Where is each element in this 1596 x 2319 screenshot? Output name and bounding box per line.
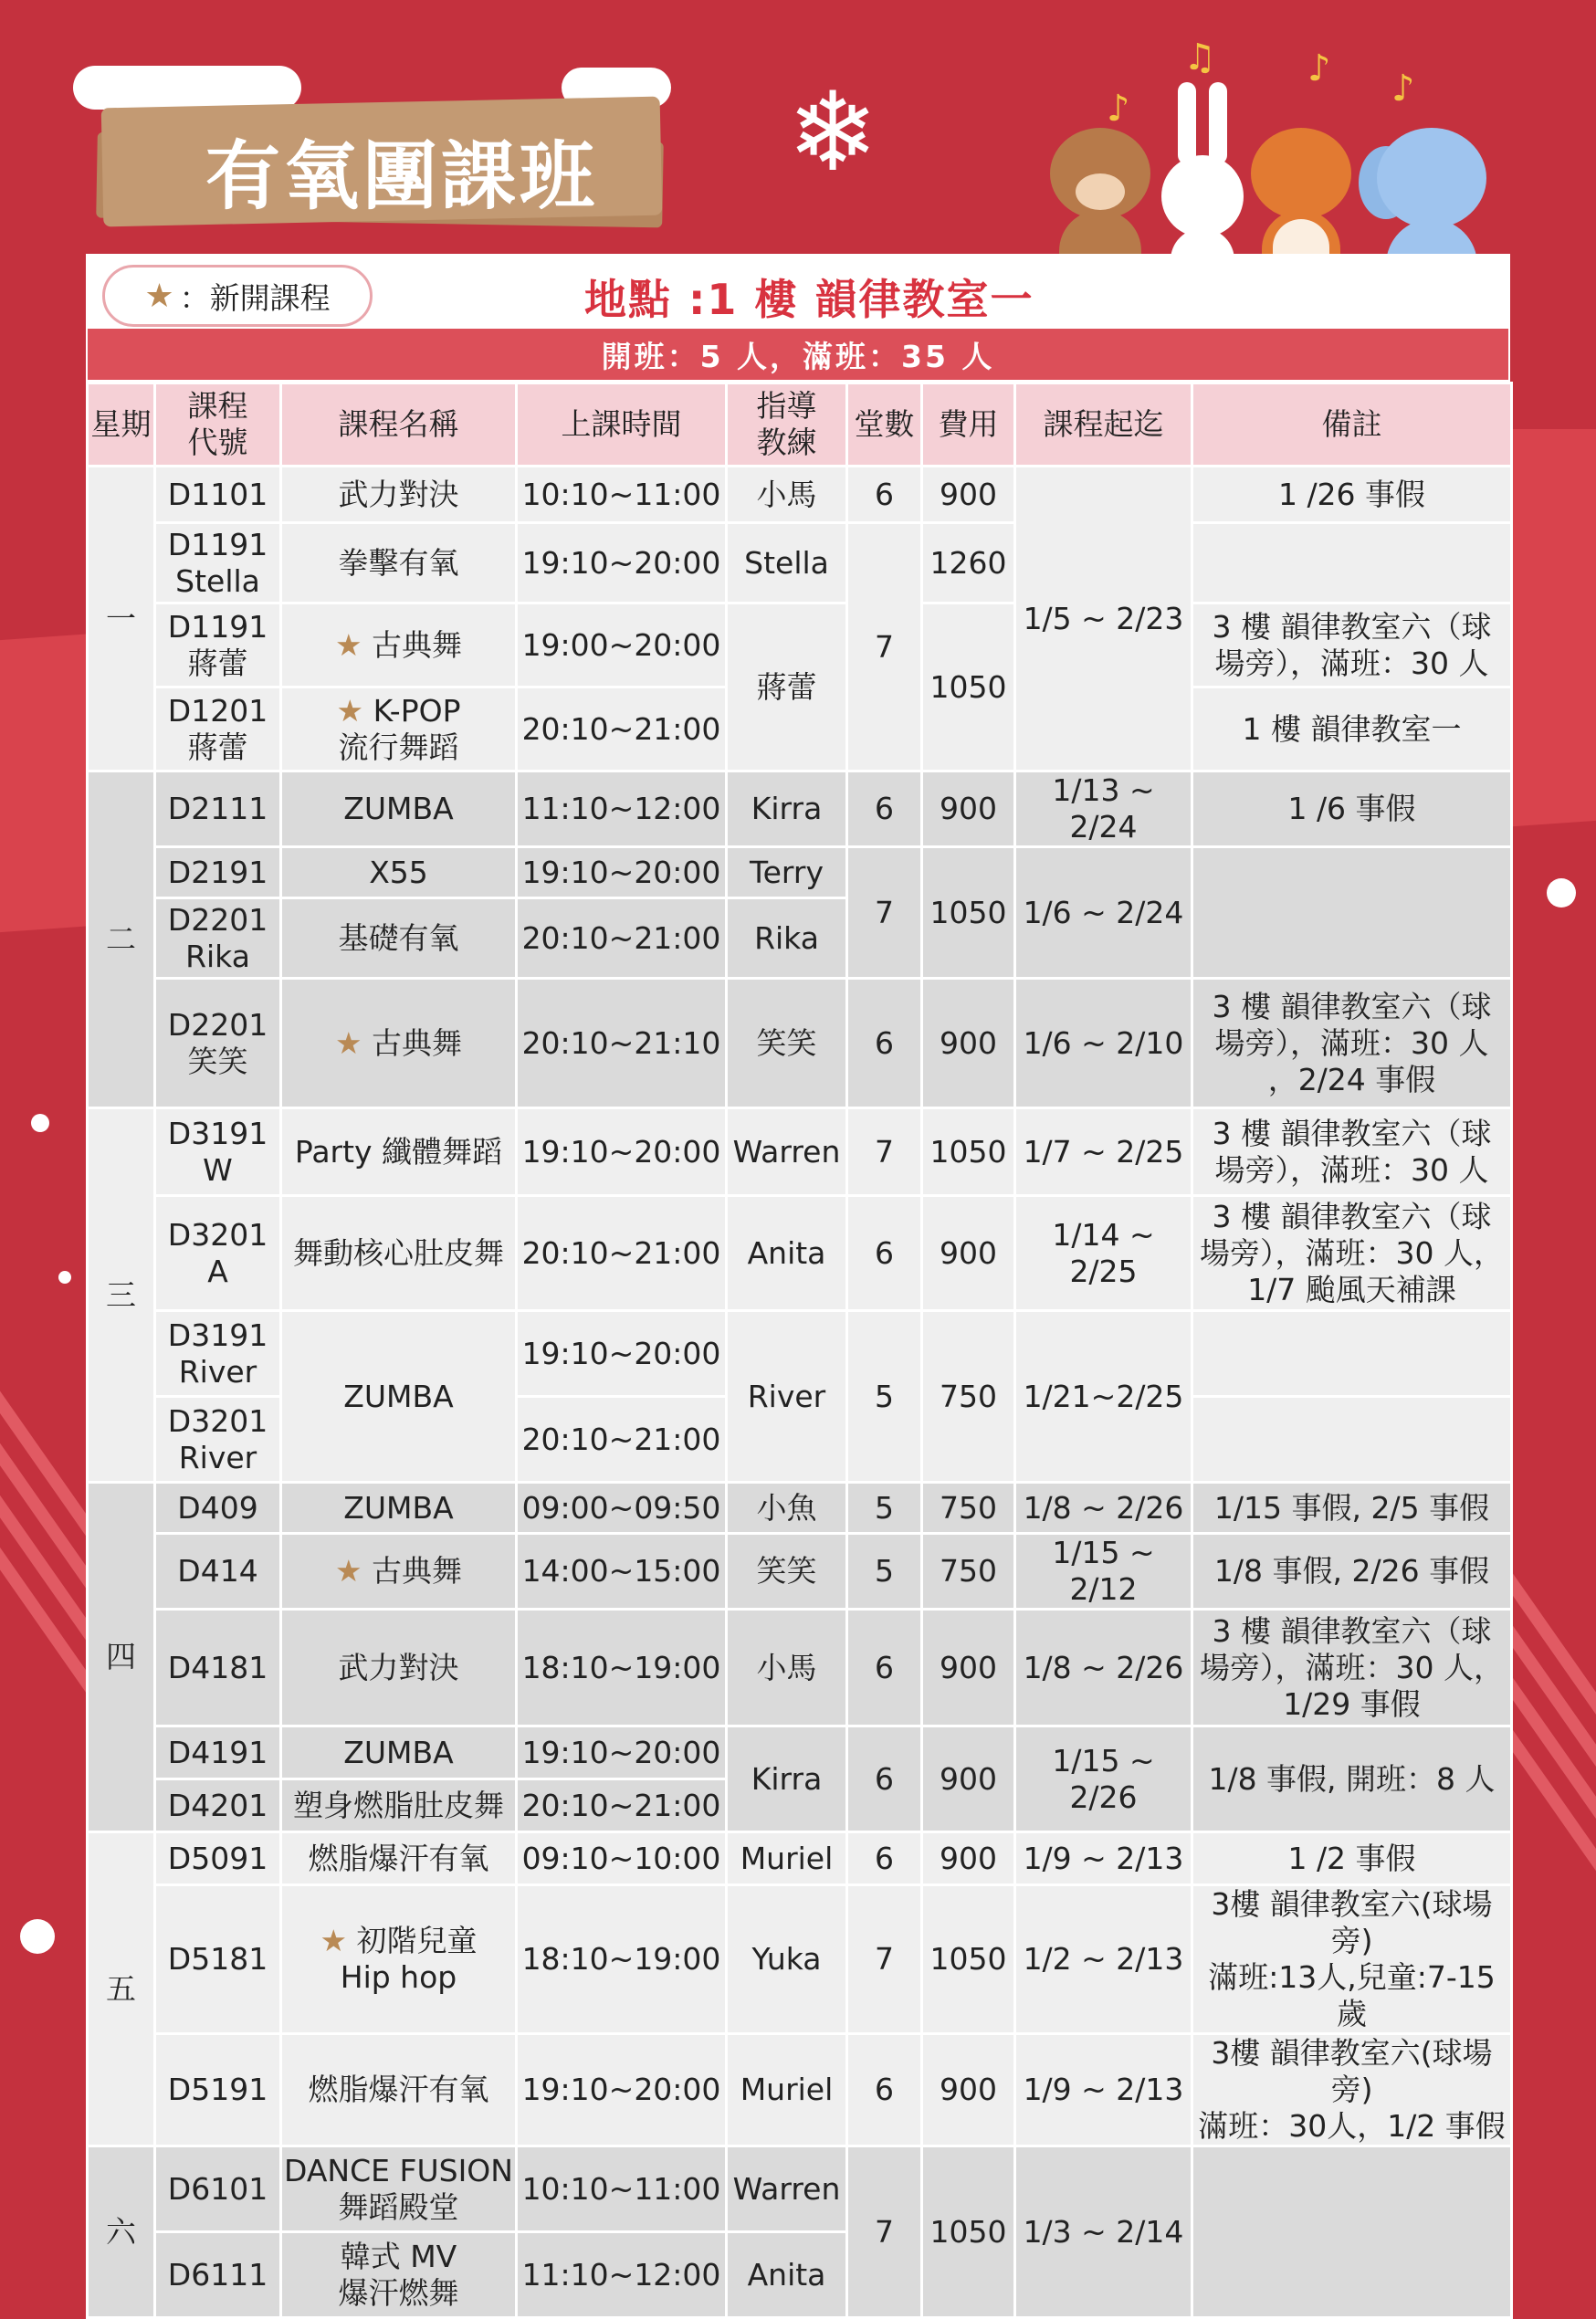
table-row bbox=[88, 1483, 1512, 1534]
name-cell bbox=[281, 1885, 517, 2034]
snow-dot bbox=[58, 1271, 71, 1284]
table-row bbox=[88, 2034, 1512, 2146]
note-cell bbox=[1192, 523, 1512, 603]
table-row bbox=[88, 1832, 1512, 1885]
table-row bbox=[88, 523, 1512, 603]
snow-dot bbox=[1547, 878, 1576, 908]
period-cell: 1/21~2/25 bbox=[1015, 1311, 1192, 1483]
teacher-cell: Kirra bbox=[727, 771, 847, 847]
note-cell: 1 /2 事假 bbox=[1192, 1832, 1512, 1885]
table-row bbox=[88, 1610, 1512, 1726]
period-cell: 1/3 ~ 2/14 bbox=[1015, 2146, 1192, 2318]
time-cell: 19:10~20:00 bbox=[517, 1726, 727, 1779]
sessions-cell: 6 bbox=[847, 1726, 922, 1832]
note-cell: 1 /26 事假 bbox=[1192, 467, 1512, 523]
fee-cell: 900 bbox=[922, 1832, 1015, 1885]
location-title: 地點 :1 樓 韻律教室一 bbox=[584, 275, 1034, 324]
name-cell: 武力對決 bbox=[281, 467, 517, 523]
code-cell: D2201 笑笑 bbox=[155, 979, 281, 1108]
course-name: K-POP 流行舞蹈 bbox=[338, 692, 461, 765]
time-cell: 20:10~21:00 bbox=[517, 1196, 727, 1311]
note-cell bbox=[1192, 1397, 1512, 1483]
code-cell: D4201 bbox=[155, 1779, 281, 1832]
background-diagonal-stripes bbox=[1510, 1506, 1596, 1963]
sessions-cell: 6 bbox=[847, 1196, 922, 1311]
day-cell: 一 bbox=[88, 467, 155, 771]
name-cell bbox=[281, 603, 517, 687]
teacher-cell: Muriel bbox=[727, 1832, 847, 1885]
name-cell: 塑身燃脂肚皮舞 bbox=[281, 1779, 517, 1832]
teacher-cell: 蔣蕾 bbox=[727, 603, 847, 771]
note-cell: 3 樓 韻律教室六（球 場旁），滿班：30 人 bbox=[1192, 1108, 1512, 1196]
teacher-cell: Anita bbox=[727, 1196, 847, 1311]
table-row bbox=[88, 603, 1512, 687]
note-cell: 3樓 韻律教室六(球場旁) 滿班:13人,兒童:7-15 歲 bbox=[1192, 1885, 1512, 2034]
fee-cell: 900 bbox=[922, 771, 1015, 847]
fee-cell: 750 bbox=[922, 1483, 1015, 1534]
code-cell: D409 bbox=[155, 1483, 281, 1534]
fee-cell: 1050 bbox=[922, 847, 1015, 979]
header-name: 課程名稱 bbox=[281, 383, 517, 467]
sessions-cell: 6 bbox=[847, 1610, 922, 1726]
fee-cell: 900 bbox=[922, 1196, 1015, 1311]
teacher-cell: 小魚 bbox=[727, 1483, 847, 1534]
period-cell: 1/9 ~ 2/13 bbox=[1015, 1832, 1192, 1885]
day-cell: 五 bbox=[88, 1832, 155, 2146]
note-cell: 3樓 韻律教室六(球場旁) 滿班：30人，1/2 事假 bbox=[1192, 2034, 1512, 2146]
fee-cell: 900 bbox=[922, 1610, 1015, 1726]
time-cell: 10:10~11:00 bbox=[517, 467, 727, 523]
header-day: 星期 bbox=[88, 383, 155, 467]
name-cell: 燃脂爆汗有氧 bbox=[281, 1832, 517, 1885]
name-cell: 韓式 MV 爆汗燃舞 bbox=[281, 2232, 517, 2318]
code-cell: D4191 bbox=[155, 1726, 281, 1779]
code-cell: D1191 蔣蕾 bbox=[155, 603, 281, 687]
time-cell: 18:10~19:00 bbox=[517, 1610, 727, 1726]
name-cell bbox=[281, 979, 517, 1108]
course-name: 古典舞 bbox=[372, 1024, 463, 1061]
time-cell: 11:10~12:00 bbox=[517, 2232, 727, 2318]
name-cell: Party 纖體舞蹈 bbox=[281, 1108, 517, 1196]
code-cell: D3191 River bbox=[155, 1311, 281, 1397]
sessions-cell: 7 bbox=[847, 1885, 922, 2034]
period-cell: 1/9 ~ 2/13 bbox=[1015, 2034, 1192, 2146]
snowflake-icon: ❄ bbox=[787, 69, 879, 196]
header-row bbox=[88, 383, 1512, 467]
fee-cell: 900 bbox=[922, 1726, 1015, 1832]
fee-cell: 1050 bbox=[922, 2146, 1015, 2318]
code-cell: D5091 bbox=[155, 1832, 281, 1885]
teacher-cell: River bbox=[727, 1311, 847, 1483]
note-cell: 1 /6 事假 bbox=[1192, 771, 1512, 847]
header-sessions: 堂數 bbox=[847, 383, 922, 467]
table-row bbox=[88, 979, 1512, 1108]
time-cell: 19:10~20:00 bbox=[517, 847, 727, 898]
legend-label: ：新開課程 bbox=[179, 279, 331, 316]
table-row bbox=[88, 2146, 1512, 2232]
table-row bbox=[88, 1196, 1512, 1311]
code-cell: D6101 bbox=[155, 2146, 281, 2232]
name-cell: DANCE FUSION 舞蹈殿堂 bbox=[281, 2146, 517, 2232]
note-cell: 1/15 事假, 2/5 事假 bbox=[1192, 1483, 1512, 1534]
time-cell: 19:10~20:00 bbox=[517, 523, 727, 603]
note-cell: 3 樓 韻律教室六（球 場旁），滿班：30 人， 1/7 颱風天補課 bbox=[1192, 1196, 1512, 1311]
time-cell: 19:10~20:00 bbox=[517, 1311, 727, 1397]
music-note-icon: ♪ bbox=[1107, 88, 1130, 130]
note-cell bbox=[1192, 2146, 1512, 2318]
time-cell: 19:10~20:00 bbox=[517, 1108, 727, 1196]
snow-dot bbox=[20, 1919, 55, 1954]
name-cell: ZUMBA bbox=[281, 771, 517, 847]
code-cell: D3201 River bbox=[155, 1397, 281, 1483]
sessions-cell: 6 bbox=[847, 467, 922, 523]
star-icon: ★ bbox=[334, 626, 362, 663]
code-cell: D1201 蔣蕾 bbox=[155, 687, 281, 771]
time-cell: 20:10~21:10 bbox=[517, 979, 727, 1108]
fee-cell: 900 bbox=[922, 979, 1015, 1108]
time-cell: 19:00~20:00 bbox=[517, 603, 727, 687]
name-cell: 舞動核心肚皮舞 bbox=[281, 1196, 517, 1311]
fee-cell: 900 bbox=[922, 467, 1015, 523]
fee-cell: 1050 bbox=[922, 603, 1015, 771]
note-cell: 1/8 事假, 2/26 事假 bbox=[1192, 1534, 1512, 1610]
table-row bbox=[88, 1885, 1512, 2034]
code-cell: D1101 bbox=[155, 467, 281, 523]
note-cell bbox=[1192, 1311, 1512, 1397]
course-name: 古典舞 bbox=[372, 626, 463, 663]
name-cell: 拳擊有氧 bbox=[281, 523, 517, 603]
teacher-cell: Rika bbox=[727, 898, 847, 979]
day-cell: 四 bbox=[88, 1483, 155, 1832]
period-cell: 1/15 ~ 2/12 bbox=[1015, 1534, 1192, 1610]
music-note-icon: ♪ bbox=[1391, 68, 1415, 110]
legend bbox=[102, 265, 373, 327]
snow-dot bbox=[31, 1114, 49, 1132]
code-cell: D3191 W bbox=[155, 1108, 281, 1196]
header-time: 上課時間 bbox=[517, 383, 727, 467]
teacher-cell: Muriel bbox=[727, 2034, 847, 2146]
header-fee: 費用 bbox=[922, 383, 1015, 467]
code-cell: D4181 bbox=[155, 1610, 281, 1726]
time-cell: 20:10~21:00 bbox=[517, 1397, 727, 1483]
table-row bbox=[88, 1311, 1512, 1397]
name-cell bbox=[281, 1534, 517, 1610]
time-cell: 20:10~21:00 bbox=[517, 687, 727, 771]
header-period: 課程起迄 bbox=[1015, 383, 1192, 467]
table-row bbox=[88, 847, 1512, 898]
teacher-cell: Yuka bbox=[727, 1885, 847, 2034]
time-cell: 11:10~12:00 bbox=[517, 771, 727, 847]
fee-cell: 750 bbox=[922, 1534, 1015, 1610]
code-cell: D2201 Rika bbox=[155, 898, 281, 979]
star-icon: ★ bbox=[144, 277, 174, 315]
table-row bbox=[88, 467, 1512, 523]
period-cell: 1/7 ~ 2/25 bbox=[1015, 1108, 1192, 1196]
name-cell: X55 bbox=[281, 847, 517, 898]
day-cell: 二 bbox=[88, 771, 155, 1108]
note-cell bbox=[1192, 847, 1512, 979]
code-cell: D3201 A bbox=[155, 1196, 281, 1311]
snow-cap bbox=[73, 66, 301, 110]
period-cell: 1/8 ~ 2/26 bbox=[1015, 1610, 1192, 1726]
teacher-cell: Anita bbox=[727, 2232, 847, 2318]
sessions-cell: 7 bbox=[847, 1108, 922, 1196]
header-code: 課程 代號 bbox=[155, 383, 281, 467]
period-cell: 1/13 ~ 2/24 bbox=[1015, 771, 1192, 847]
star-icon: ★ bbox=[334, 1553, 362, 1589]
capacity-band: 開班：5 人，滿班：35 人 bbox=[88, 329, 1508, 380]
header-teacher: 指導 教練 bbox=[727, 383, 847, 467]
sessions-cell: 5 bbox=[847, 1534, 922, 1610]
time-cell: 14:00~15:00 bbox=[517, 1534, 727, 1610]
sessions-cell: 5 bbox=[847, 1311, 922, 1483]
sessions-cell: 6 bbox=[847, 2034, 922, 2146]
course-name: 初階兒童 Hip hop bbox=[340, 1923, 478, 1995]
code-cell: D2111 bbox=[155, 771, 281, 847]
teacher-cell: 笑笑 bbox=[727, 1534, 847, 1610]
sessions-cell: 6 bbox=[847, 979, 922, 1108]
fee-cell: 1050 bbox=[922, 1108, 1015, 1196]
period-cell: 1/15 ~ 2/26 bbox=[1015, 1726, 1192, 1832]
teacher-cell: Warren bbox=[727, 1108, 847, 1196]
name-cell: 武力對決 bbox=[281, 1610, 517, 1726]
header-notes: 備註 bbox=[1192, 383, 1512, 467]
sessions-cell: 7 bbox=[847, 2146, 922, 2318]
page-title: 有氧團課班 bbox=[205, 133, 599, 220]
note-cell: 1/8 事假, 開班：8 人 bbox=[1192, 1726, 1512, 1832]
teacher-cell: Stella bbox=[727, 523, 847, 603]
time-cell: 20:10~21:00 bbox=[517, 898, 727, 979]
music-note-icon: ♪ bbox=[1307, 47, 1331, 89]
note-cell: 3 樓 韻律教室六（球 場旁），滿班：30 人 bbox=[1192, 603, 1512, 687]
note-cell: 3 樓 韻律教室六（球 場旁），滿班：30 人， 1/29 事假 bbox=[1192, 1610, 1512, 1726]
period-cell: 1/5 ~ 2/23 bbox=[1015, 467, 1192, 771]
note-cell: 3 樓 韻律教室六（球 場旁），滿班：30 人 ，2/24 事假 bbox=[1192, 979, 1512, 1108]
time-cell: 20:10~21:00 bbox=[517, 1779, 727, 1832]
period-cell: 1/6 ~ 2/24 bbox=[1015, 847, 1192, 979]
fee-cell: 750 bbox=[922, 1311, 1015, 1483]
fee-cell: 900 bbox=[922, 2034, 1015, 2146]
time-cell: 09:00~09:50 bbox=[517, 1483, 727, 1534]
teacher-cell: Warren bbox=[727, 2146, 847, 2232]
day-cell: 三 bbox=[88, 1108, 155, 1483]
fee-cell: 1260 bbox=[922, 523, 1015, 603]
teacher-cell: 小馬 bbox=[727, 1610, 847, 1726]
sessions-cell: 6 bbox=[847, 1832, 922, 1885]
day-cell: 六 bbox=[88, 2146, 155, 2318]
sessions-cell: 5 bbox=[847, 1483, 922, 1534]
sessions-cell: 7 bbox=[847, 523, 922, 771]
course-name: 古典舞 bbox=[372, 1553, 463, 1589]
music-note-icon: ♫ bbox=[1183, 37, 1216, 79]
name-cell: 基礎有氧 bbox=[281, 898, 517, 979]
table-row bbox=[88, 1534, 1512, 1610]
name-cell: ZUMBA bbox=[281, 1311, 517, 1483]
sessions-cell: 6 bbox=[847, 771, 922, 847]
name-cell: ZUMBA bbox=[281, 1726, 517, 1779]
sessions-cell: 7 bbox=[847, 847, 922, 979]
period-cell: 1/14 ~ 2/25 bbox=[1015, 1196, 1192, 1311]
time-cell: 09:10~10:00 bbox=[517, 1832, 727, 1885]
fee-cell: 1050 bbox=[922, 1885, 1015, 2034]
star-icon: ★ bbox=[336, 692, 364, 729]
table-row bbox=[88, 1108, 1512, 1196]
time-cell: 10:10~11:00 bbox=[517, 2146, 727, 2232]
background-diagonal-stripes bbox=[0, 1351, 86, 1716]
table-row bbox=[88, 1726, 1512, 1779]
period-cell: 1/6 ~ 2/10 bbox=[1015, 979, 1192, 1108]
period-cell: 1/2 ~ 2/13 bbox=[1015, 1885, 1192, 2034]
period-cell: 1/8 ~ 2/26 bbox=[1015, 1483, 1192, 1534]
name-cell: ZUMBA bbox=[281, 1483, 517, 1534]
code-cell: D5191 bbox=[155, 2034, 281, 2146]
table-row bbox=[88, 771, 1512, 847]
schedule-table bbox=[86, 382, 1513, 2319]
time-cell: 19:10~20:00 bbox=[517, 2034, 727, 2146]
star-icon: ★ bbox=[320, 1923, 348, 1958]
code-cell: D2191 bbox=[155, 847, 281, 898]
code-cell: D6111 bbox=[155, 2232, 281, 2318]
note-cell: 1 樓 韻律教室一 bbox=[1192, 687, 1512, 771]
code-cell: D1191 Stella bbox=[155, 523, 281, 603]
teacher-cell: 小馬 bbox=[727, 467, 847, 523]
code-cell: D5181 bbox=[155, 1885, 281, 2034]
teacher-cell: Terry bbox=[727, 847, 847, 898]
teacher-cell: 笑笑 bbox=[727, 979, 847, 1108]
time-cell: 18:10~19:00 bbox=[517, 1885, 727, 2034]
name-cell bbox=[281, 687, 517, 771]
teacher-cell: Kirra bbox=[727, 1726, 847, 1832]
name-cell: 燃脂爆汗有氧 bbox=[281, 2034, 517, 2146]
star-icon: ★ bbox=[334, 1024, 362, 1061]
code-cell: D414 bbox=[155, 1534, 281, 1610]
